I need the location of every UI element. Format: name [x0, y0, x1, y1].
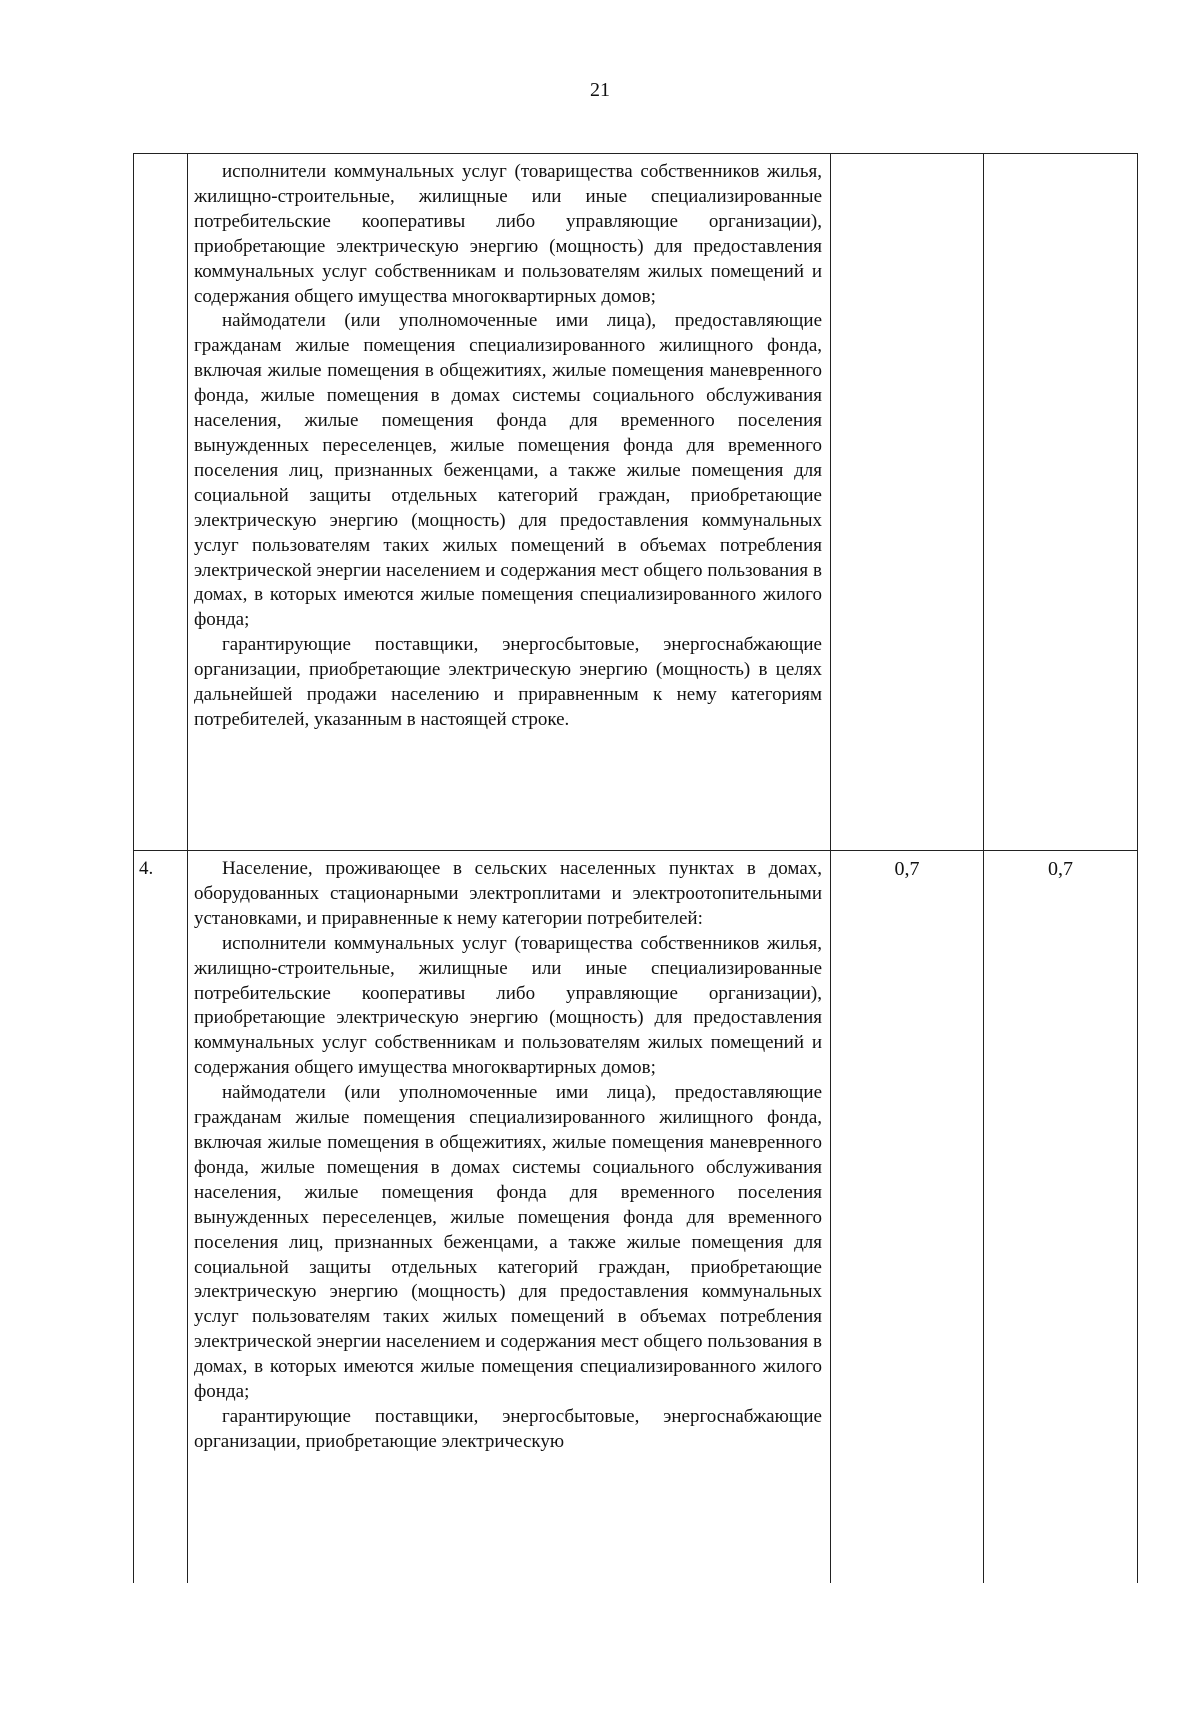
table-row	[134, 154, 1138, 851]
description-paragraph: гарантирующие поставщики, энергосбытовые, энергоснабжающие организации, приобретающие электрическую	[194, 1405, 822, 1452]
page-number: 21	[590, 79, 610, 101]
description-paragraph: наймодатели (или уполномоченные ими лица), предоставляющие гражданам жилые помещения специализированного жилищного фонда, включая жилые помещения в общежитиях, жилые помещения маневренного фонда, жилые помещения в домах системы социального обслуживания населения, жилые помещения фонда для временного поселения вынужденных переселенцев, жилые помещения фонда для временного поселения лиц, признанных беженцами, а также жилые помещения для социальной защиты отдельных категорий граждан, приобретающие электрическую энергию (мощность) для предоставления коммунальных услуг пользователям таких жилых помещений в объемах потребления электрической энергии населением и содержания мест общего пользования в домах, в которых имеются жилые помещения специализированного жилого фонда;	[194, 1082, 822, 1403]
value-cell-2	[984, 154, 1138, 851]
table-row	[134, 851, 1138, 1584]
row-number-cell	[134, 154, 188, 851]
tariff-table	[133, 153, 1138, 1583]
value-cell-1: 0,7	[831, 851, 984, 1584]
description-paragraph: Население, проживающее в сельских населенных пунктах в домах, оборудованных стационарными электроплитами и электроотопительными установками, и приравненные к нему категории потребителей:	[194, 858, 822, 929]
value-cell-2: 0,7	[984, 851, 1138, 1584]
description-paragraph: исполнители коммунальных услуг (товарищества собственников жилья, жилищно-строительные, жилищные или иные специализированные потребительские кооперативы либо управляющие организации), приобретающие электрическую энергию (мощность) для предоставления коммунальных услуг собственникам и пользователям жилых помещений и содержания общего имущества многоквартирных домов;	[194, 161, 822, 307]
row-number-cell: 4.	[134, 851, 188, 1584]
value-cell-1	[831, 154, 984, 851]
description-paragraph: исполнители коммунальных услуг (товарищества собственников жилья, жилищно-строительные, жилищные или иные специализированные потребительские кооперативы либо управляющие организации), приобретающие электрическую энергию (мощность) для предоставления коммунальных услуг собственникам и пользователям жилых помещений и содержания общего имущества многоквартирных домов;	[194, 932, 822, 1079]
description-paragraph: гарантирующие поставщики, энергосбытовые, энергоснабжающие организации, приобретающие электрическую энергию (мощность) в целях дальнейшей продажи населению и приравненным к нему категориям потребителей, указанным в настоящей строке.	[194, 634, 822, 730]
row-description-cell	[188, 851, 831, 1584]
description-paragraph: наймодатели (или уполномоченные ими лица), предоставляющие гражданам жилые помещения специализированного жилищного фонда, включая жилые помещения в общежитиях, жилые помещения маневренного фонда, жилые помещения в домах системы социального обслуживания населения, жилые помещения фонда для временного поселения вынужденных переселенцев, жилые помещения фонда для временного поселения лиц, признанных беженцами, а также жилые помещения для социальной защиты отдельных категорий граждан, приобретающие электрическую энергию (мощность) для предоставления коммунальных услуг пользователям таких жилых помещений в объемах потребления электрической энергии населением и содержания мест общего пользования в домах, в которых имеются жилые помещения специализированного жилого фонда;	[194, 310, 822, 631]
row-description-cell	[188, 154, 831, 851]
